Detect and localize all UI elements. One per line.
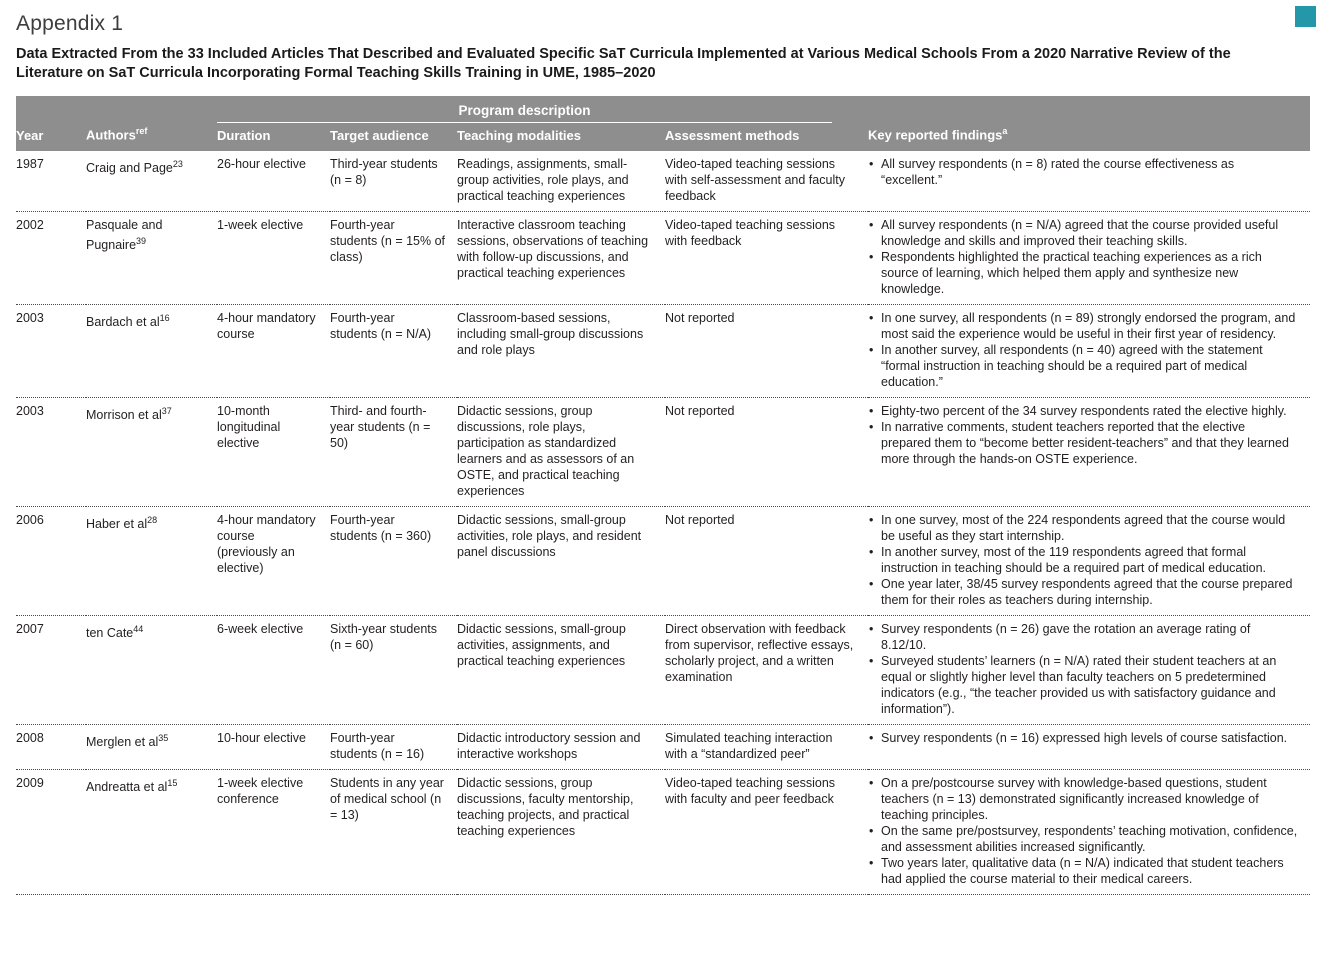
cell-teaching-modalities: Didactic sessions, small-group activities, assignments, and practical teaching experiences xyxy=(457,615,665,724)
finding-item: • In another survey, most of the 119 respondents agreed that formal instruction in teaching should be a required part of medical education. xyxy=(868,544,1298,576)
col-header-authors xyxy=(86,123,217,151)
cell-duration: 4-hour mandatory course xyxy=(217,304,330,397)
cell-year: 2003 xyxy=(16,397,86,506)
corner-accent xyxy=(1295,6,1316,27)
finding-item: • One year later, 38/45 survey respondents agreed that the course prepared them for their roles as teachers during internship. xyxy=(868,576,1298,608)
cell-key-findings xyxy=(868,397,1310,506)
cell-duration: 1-week elective conference xyxy=(217,769,330,894)
cell-authors: Merglen et $al^{35}$ xyxy=(86,724,217,769)
cell-assessment-methods: Not reported xyxy=(665,304,868,397)
reference-superscript: 44 xyxy=(133,623,144,634)
col-header-year xyxy=(16,123,86,151)
cell-authors: Andreatta et $al^{15}$ xyxy=(86,769,217,894)
cell-year: 2003 xyxy=(16,304,86,397)
findings-list xyxy=(868,310,1298,390)
cell-authors: Craig and Page$^{23}$ xyxy=(86,151,217,212)
cell-authors: Bardach et $al^{16}$ xyxy=(86,304,217,397)
table-row xyxy=(16,397,1310,506)
reference-superscript: 35 xyxy=(158,732,169,743)
cell-authors: Haber et $al^{28}$ xyxy=(86,506,217,615)
col-header-target-audience-label: Target audience xyxy=(330,127,429,143)
finding-item: • All survey respondents (n = N/A) agreed that the course provided useful knowledge and skills and improved their teaching skills. xyxy=(868,217,1298,249)
group-header-spacer-right xyxy=(868,96,1310,123)
findings-list xyxy=(868,403,1298,467)
col-header-key-findings xyxy=(868,123,1310,151)
finding-item: • In another survey, all respondents (n = 40) agreed with the statement “formal instruction in teaching should be a required part of medical education.” xyxy=(868,342,1298,390)
finding-item: • Eighty-two percent of the 34 survey respondents rated the elective highly. xyxy=(868,403,1298,419)
cell-key-findings xyxy=(868,304,1310,397)
cell-key-findings xyxy=(868,724,1310,769)
finding-item: • In narrative comments, student teachers reported that the elective prepared them to “become better resident-teachers” and that they learned more through the hands-on OSTE experience. xyxy=(868,419,1298,467)
table-row xyxy=(16,211,1310,304)
finding-item: • In one survey, most of the 224 respondents agreed that the course would be useful as they start internship. xyxy=(868,512,1298,544)
reference-superscript: 15 xyxy=(167,777,178,788)
cell-authors: Morrison et $al^{37}$ xyxy=(86,397,217,506)
table-row xyxy=(16,769,1310,894)
cell-teaching-modalities: Classroom-based sessions, including small-group discussions and role plays xyxy=(457,304,665,397)
cell-year: 2002 xyxy=(16,211,86,304)
cell-duration: 6-week elective xyxy=(217,615,330,724)
finding-item: • On a pre/postcourse survey with knowledge-based questions, student teachers (n = 13) demonstrated significantly increased knowledge of teaching principles. xyxy=(868,775,1298,823)
cell-year: 1987 xyxy=(16,151,86,212)
cell-assessment-methods: Simulated teaching interaction with a “standardized peer” xyxy=(665,724,868,769)
reference-superscript: 23 xyxy=(172,158,183,169)
cell-year: 2006 xyxy=(16,506,86,615)
col-header-key-findings-label: Key reported findings xyxy=(868,127,1003,143)
finding-item: • On the same pre/postsurvey, respondents’ teaching motivation, confidence, and assessment abilities increased significantly. xyxy=(868,823,1298,855)
cell-assessment-methods: Video-taped teaching sessions with faculty and peer feedback xyxy=(665,769,868,894)
finding-item: • Survey respondents (n = 26) gave the rotation an average rating of 8.12/10. xyxy=(868,621,1298,653)
group-header-row xyxy=(16,96,1310,123)
cell-year: 2009 xyxy=(16,769,86,894)
table-title: Data Extracted From the 33 Included Articles That Described and Evaluated Specific SaT Curricula Implemented at Various Medical Schools From a 2020 Narrative Review of the Literature on SaT Curricula Incorporating Formal Teaching Skills Training in UME, 1985–2020 xyxy=(16,46,1231,82)
col-header-assessment-methods-label: Assessment methods xyxy=(665,127,800,143)
col-header-teaching-modalities-label: Teaching modalities xyxy=(457,127,582,143)
cell-authors: ten Cate$^{44}$ xyxy=(86,615,217,724)
cell-year: 2007 xyxy=(16,615,86,724)
finding-item: • Two years later, qualitative data (n = N/A) indicated that student teachers had applied the course material to their medical careers. xyxy=(868,855,1298,887)
data-table xyxy=(16,96,1310,895)
cell-teaching-modalities: Didactic sessions, group discussions, faculty mentorship, teaching projects, and practical teaching experiences xyxy=(457,769,665,894)
cell-target-audience: Fourth-year students (n = 15% of class) xyxy=(330,211,457,304)
table-row xyxy=(16,724,1310,769)
cell-year: 2008 xyxy=(16,724,86,769)
cell-duration: 1-week elective xyxy=(217,211,330,304)
findings-list xyxy=(868,775,1298,887)
cell-teaching-modalities: Readings, assignments, small-group activities, role plays, and practical teaching experiences xyxy=(457,151,665,212)
finding-item: • In one survey, all respondents (n = 89) strongly endorsed the program, and most said the experience would be useful in their first year of residency. xyxy=(868,310,1298,342)
table-row xyxy=(16,615,1310,724)
cell-assessment-methods: Video-taped teaching sessions with feedback xyxy=(665,211,868,304)
cell-assessment-methods: Not reported xyxy=(665,506,868,615)
col-header-key-findings-sup: a xyxy=(1002,126,1008,137)
cell-target-audience: Fourth-year students (n = 16) xyxy=(330,724,457,769)
program-description-header: Program description xyxy=(217,103,832,123)
cell-key-findings xyxy=(868,769,1310,894)
cell-key-findings xyxy=(868,506,1310,615)
reference-superscript: 39 xyxy=(136,235,147,246)
group-header-spacer-left xyxy=(16,96,217,123)
cell-teaching-modalities: Didactic sessions, group discussions, role plays, participation as standardized learners and as assessors of an OSTE, and practical teaching experiences xyxy=(457,397,665,506)
col-header-teaching-modalities xyxy=(457,123,665,151)
cell-target-audience: Students in any year of medical school (n = 13) xyxy=(330,769,457,894)
cell-duration: 26-hour elective xyxy=(217,151,330,212)
group-header-cell xyxy=(217,96,868,123)
cell-duration: 4-hour mandatory course (previously an elective) xyxy=(217,506,330,615)
reference-superscript: 28 xyxy=(147,514,158,525)
findings-list xyxy=(868,621,1298,717)
finding-item: • Respondents highlighted the practical teaching experiences as a rich source of learning, which helped them apply and synthesize new knowledge. xyxy=(868,249,1298,297)
col-header-authors-sup: ref xyxy=(135,126,148,137)
col-header-authors-label: Authors xyxy=(86,127,136,143)
col-header-duration xyxy=(217,123,330,151)
cell-assessment-methods: Not reported xyxy=(665,397,868,506)
table-row xyxy=(16,304,1310,397)
cell-key-findings xyxy=(868,151,1310,212)
cell-target-audience: Third- and fourth-year students (n = 50) xyxy=(330,397,457,506)
col-header-assessment-methods xyxy=(665,123,868,151)
cell-teaching-modalities: Didactic sessions, small-group activities, role plays, and resident panel discussions xyxy=(457,506,665,615)
cell-teaching-modalities: Didactic introductory session and interactive workshops xyxy=(457,724,665,769)
cell-duration: 10-hour elective xyxy=(217,724,330,769)
table-header xyxy=(16,96,1310,151)
col-header-year-label: Year xyxy=(16,127,44,143)
cell-target-audience: Fourth-year students (n = 360) xyxy=(330,506,457,615)
cell-assessment-methods: Video-taped teaching sessions with self-assessment and faculty feedback xyxy=(665,151,868,212)
reference-superscript: 37 xyxy=(161,405,172,416)
col-header-duration-label: Duration xyxy=(217,127,271,143)
table-body xyxy=(16,151,1310,895)
column-header-row xyxy=(16,123,1310,151)
cell-target-audience: Fourth-year students (n = N/A) xyxy=(330,304,457,397)
cell-key-findings xyxy=(868,615,1310,724)
findings-list xyxy=(868,217,1298,297)
finding-item: • Survey respondents (n = 16) expressed high levels of course satisfaction. xyxy=(868,730,1298,746)
cell-authors: Pasquale and Pugnaire$^{39}$ xyxy=(86,211,217,304)
cell-target-audience: Sixth-year students (n = 60) xyxy=(330,615,457,724)
cell-key-findings xyxy=(868,211,1310,304)
reference-superscript: 16 xyxy=(159,312,170,323)
findings-list xyxy=(868,730,1298,746)
findings-list xyxy=(868,512,1298,608)
cell-target-audience: Third-year students (n = 8) xyxy=(330,151,457,212)
finding-item: • Surveyed students’ learners (n = N/A) rated their student teachers at an equal or slightly higher level than faculty teachers on 5 predetermined indicators (e.g., “the teacher provided us with satisfactory guidance and information”). xyxy=(868,653,1298,717)
table-row xyxy=(16,151,1310,212)
finding-item: • All survey respondents (n = 8) rated the course effectiveness as “excellent.” xyxy=(868,156,1298,188)
table-row xyxy=(16,506,1310,615)
cell-assessment-methods: Direct observation with feedback from supervisor, reflective essays, scholarly project, and a written examination xyxy=(665,615,868,724)
cell-duration: 10-month longitudinal elective xyxy=(217,397,330,506)
col-header-target-audience xyxy=(330,123,457,151)
cell-teaching-modalities: Interactive classroom teaching sessions, observations of teaching with follow-up discussions, and practical teaching experiences xyxy=(457,211,665,304)
appendix-label: Appendix 1 xyxy=(16,12,124,35)
findings-list xyxy=(868,156,1298,188)
